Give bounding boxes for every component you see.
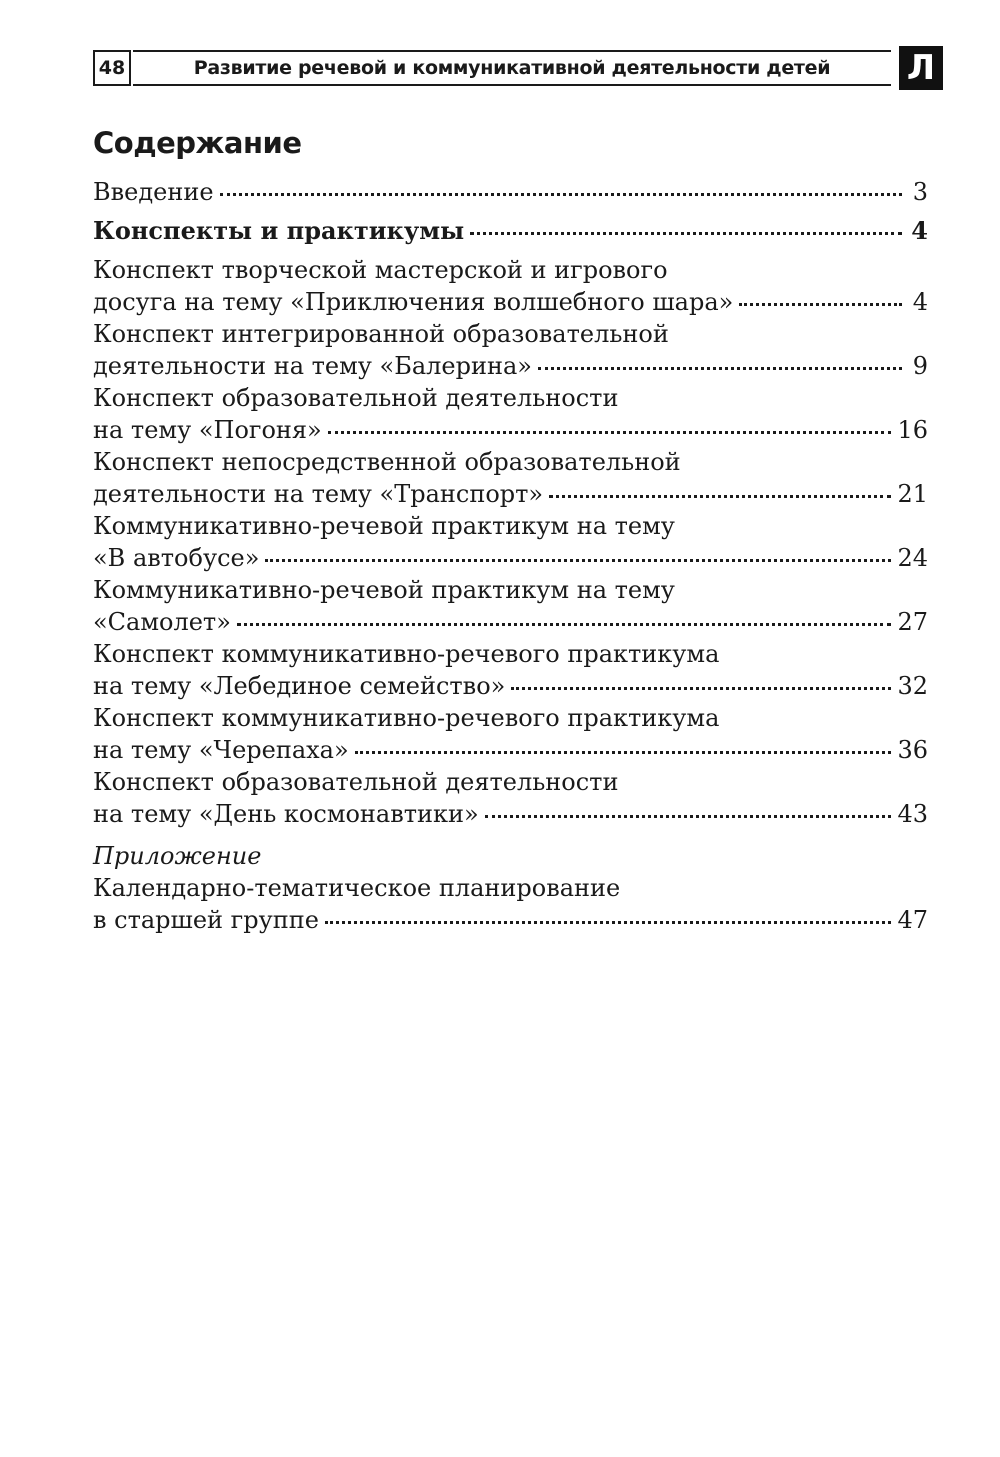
toc-entry-title-cont: «В автобусе» (93, 544, 260, 572)
dot-leader (485, 815, 892, 818)
publisher-logo: Л (899, 46, 943, 90)
toc-entry-title: Конспект творческой мастерской и игрового (93, 256, 668, 284)
toc-entry-title: Коммуникативно-речевой практикум на тему (93, 512, 675, 540)
dot-leader (538, 367, 902, 370)
table-of-contents (93, 176, 928, 936)
dot-leader (220, 193, 902, 196)
dot-leader (237, 623, 892, 626)
toc-entry-page: 9 (912, 352, 928, 380)
dot-leader (328, 431, 892, 434)
toc-entry-title: Календарно-тематическое планирование (93, 874, 621, 902)
toc-entry[interactable] (93, 382, 928, 446)
toc-entry-title: Конспект интегрированной образовательной (93, 320, 669, 348)
toc-entry-page: 3 (912, 178, 928, 206)
toc-entry-page: 21 (897, 480, 928, 508)
dot-leader (355, 751, 892, 754)
toc-entry-title-cont: досуга на тему «Приключения волшебного шара» (93, 288, 734, 316)
toc-entry-title: Конспект образовательной деятельности (93, 768, 619, 796)
toc-entry[interactable] (93, 702, 928, 766)
toc-entry-title-cont: в старшей группе (93, 906, 319, 934)
toc-entry-page: 24 (897, 544, 928, 572)
running-header (93, 42, 943, 90)
dot-leader (470, 232, 902, 235)
toc-entry-appendix[interactable] (93, 872, 928, 936)
toc-entry-title: Конспект образовательной деятельности (93, 384, 619, 412)
toc-entry-title-cont: деятельности на тему «Балерина» (93, 352, 532, 380)
toc-entry-title-cont: на тему «Лебединое семейство» (93, 672, 506, 700)
toc-entry[interactable] (93, 446, 928, 510)
toc-entry[interactable] (93, 766, 928, 830)
dot-leader (739, 303, 902, 306)
dot-leader (549, 495, 891, 498)
toc-entry-title: Коммуникативно-речевой практикум на тему (93, 576, 675, 604)
dot-leader (265, 559, 891, 562)
toc-entry-page: 47 (897, 906, 928, 934)
toc-entry-page: 32 (897, 672, 928, 700)
running-title: Развитие речевой и коммуникативной деятельности детей (133, 50, 891, 86)
toc-entry-page: 16 (897, 416, 928, 444)
toc-entry-introduction[interactable] (93, 176, 928, 208)
toc-entry[interactable] (93, 254, 928, 318)
toc-entry-title: Конспекты и практикумы (93, 216, 465, 245)
toc-entry-title: Конспект коммуникативно-речевого практикума (93, 640, 720, 668)
toc-entry[interactable] (93, 638, 928, 702)
toc-entry[interactable] (93, 510, 928, 574)
toc-entry-title-cont: деятельности на тему «Транспорт» (93, 480, 544, 508)
toc-entry-title: Конспект непосредственной образовательной (93, 448, 681, 476)
toc-entry-page: 27 (897, 608, 928, 636)
toc-entry-page: 36 (897, 736, 928, 764)
dot-leader (511, 687, 891, 690)
page-number: 48 (93, 50, 131, 86)
toc-entry-title-cont: на тему «День космонавтики» (93, 800, 479, 828)
toc-entry[interactable] (93, 318, 928, 382)
toc-entry-page: 4 (912, 288, 928, 316)
toc-entry[interactable] (93, 574, 928, 638)
toc-entry-page: 4 (911, 216, 928, 245)
appendix-label: Приложение (93, 842, 262, 870)
dot-leader (325, 921, 892, 924)
toc-heading: Содержание (93, 126, 302, 160)
toc-entry-title: Введение (93, 178, 214, 206)
toc-entry-section[interactable] (93, 215, 928, 247)
toc-entry-title: Конспект коммуникативно-речевого практикума (93, 704, 720, 732)
toc-entry-title-cont: на тему «Погоня» (93, 416, 322, 444)
toc-entry-page: 43 (897, 800, 928, 828)
toc-entry-title-cont: «Самолет» (93, 608, 231, 636)
toc-entry-title-cont: на тему «Черепаха» (93, 736, 349, 764)
